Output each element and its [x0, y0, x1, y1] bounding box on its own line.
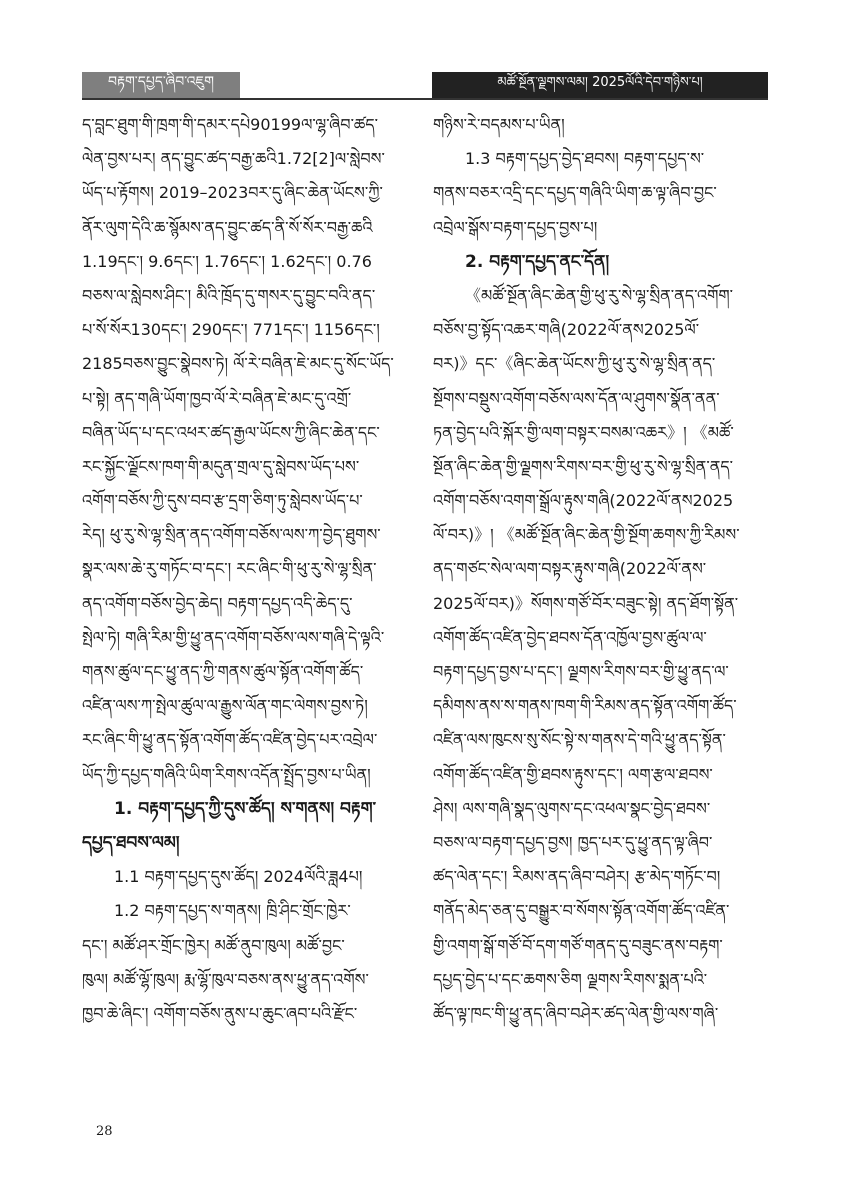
text-line: འཛིན་ལས་ཁུངས་སུ་སོང་སྟེ་ས་གནས་དེ་གའི་ཕྱུ་ནད་སྟོན་: [433, 730, 726, 750]
text-line: དང་། མཚོ་ཤར་གྲོང་ཁྱེར། མཚོ་ནུབ་ཁུལ། མཚོ་བྱང་: [82, 935, 345, 955]
section-heading-line: དཔྱད་ཐབས་ལམ།: [82, 832, 180, 853]
text-line: རེད། ཕུ་རུ་སེ་ལྷ་སྲིན་ནད་འགོག་བཅོས་ལས་ཀ་བྱེད་ཐུགས་: [82, 525, 381, 545]
text-line: འགོག་ཚོད་འཛིན་གྱི་ཐབས་རྟུས་དང་། ལག་རྩལ་ཐབས་: [433, 764, 713, 784]
page-number: 28: [96, 1124, 113, 1139]
text-line: 1.3 བརྟག་དཔྱད་བྱེད་ཐབས། བརྟག་དཔྱད་ས་: [465, 149, 705, 169]
text-line: དམིགས་ནས་ས་གནས་ཁག་གི་རིམས་ནད་སྟོན་འགོག་ཚོད་: [433, 696, 737, 716]
text-line: ཁུལ། མཚོ་ལྷོ་ཁུལ། རྨ་ལྷོ་ཁུལ་བཅས་ནས་ཕྱུ་ནད་འགོས་: [82, 969, 369, 989]
text-line: 1.1 བརྟག་དཔྱད་དུས་ཚོད། 2024ལོའི་ཟླ4པ།: [114, 867, 363, 887]
text-line: པ་སོ་སོར130དང་། 290དང་། 771དང་། 1156དང་།: [82, 320, 380, 340]
text-line: འགོག་བཅོས་འགག་སྒྲོལ་རྟུས་གཞི(2022ལོ་ནས2025: [433, 491, 734, 511]
running-header-left: བརྟག་དཔྱད་ཞིབ་འཇུག: [82, 72, 240, 98]
text-line: གཉིས་རེ་བདམས་པ་ཡིན།: [433, 115, 565, 134]
text-line: འབྲེལ་སྒོས་བརྟག་དཔྱད་བྱས་པ།: [433, 217, 598, 237]
text-line: ཡོད་པ་རྟོགས། 2019–2023བར་དུ་ཞིང་ཆེན་ཡོངས་ཀྱི་: [82, 183, 383, 203]
right-column: [433, 108, 768, 1108]
text-line: གནས་ཚུལ་དང་ཕྱུ་ནད་ཀྱི་གནས་ཚུལ་སྟོན་འགོག་ཚོད་: [82, 662, 364, 681]
text-line: སྤེལ་ཏེ། གཞི་རིམ་གྱི་ཕྱུ་ནད་འགོག་བཅོས་ལས་གཞི་དེ་ལྟའི་: [82, 627, 385, 647]
text-line: 《མཚོ་སྔོན་ཞིང་ཆེན་གྱི་ཕུ་རུ་སེ་ལྷ་སྲིན་ནད་འགོག་: [465, 285, 733, 305]
text-line: ཤེས། ལས་གཞི་སྣད་ལུགས་དང་འཕལ་སྣང་བྱེད་ཐབས་: [433, 798, 711, 818]
left-column: [82, 108, 417, 1108]
text-line: ཚད་ལེན་དང་། རིམས་ནད་ཞིབ་བཤེར། རྩ་མེད་གཏོང་བ།: [433, 867, 721, 887]
header-rule: [82, 98, 768, 100]
text-line: འཛིན་ལས་ཀ་སྤེལ་ཚུལ་ལ་རྒྱུས་ལོན་གང་ལེགས་བྱས་ཏེ།: [82, 696, 368, 716]
text-line: དཔྱད་བྱེད་པ་དང་ཆགས་ཅིག ལྗགས་རིགས་སྨན་པའི་: [433, 969, 708, 989]
text-line: ཁྱབ་ཆེ་ཞིང་། འགོག་བཅོས་ནུས་པ་ཆུང་ཞབ་པའི་རྫོང་: [82, 1003, 358, 1023]
text-line: རང་ཞིང་གི་ཕྱུ་ནད་སྟོན་འགོག་ཚོད་འཛིན་བྱེད་པར་འབྲེལ་: [82, 730, 378, 750]
text-line: 1.2 བརྟག་དཔྱད་ས་གནས། ཁྲི་ཤིང་གྲོང་ཁྱེར་: [114, 901, 351, 921]
text-line: གནོད་མེད་ཅན་དུ་བསྒྱུར་བ་སོགས་སྟོན་འགོག་ཚོད་འཛིན་: [433, 901, 730, 921]
text-line: པ་སྟེ། ནད་གཞི་ཡོག་ཁྱབ་ལོ་རེ་བཞིན་ཇེ་མང་དུ་འགྲོ་: [82, 388, 352, 408]
text-line: ཏན་བྱེད་པའི་སྐོར་གྱི་ལག་བསྟར་བསམ་འཆར》། 《མཚོ་: [433, 422, 734, 442]
text-line: བར)》དང་《ཞིང་ཆེན་ཡོངས་ཀྱི་ཕུ་རུ་སེ་ལྷ་སྲིན་ནད་: [433, 354, 716, 374]
running-header-right: མཚོ་སྔོན་ལྗགས་ལམ། 2025ལོའི་དེབ་གཉིས་པ།: [432, 72, 768, 98]
text-line: 2185བཅས་བྱུང་སྣེབས་ཏེ། ལོ་རེ་བཞིན་ཇེ་མང་དུ་སོང་ཡོད་: [82, 354, 394, 374]
text-line: སྣར་ལས་ཆེ་རུ་གཏོང་བ་དང་། རང་ཞིང་གི་ཕུ་རུ་སེ་ལྷ་སྲིན་: [82, 559, 377, 579]
text-line: 1.19དང་། 9.6དང་། 1.76དང་། 1.62དང་། 0.76: [82, 251, 372, 271]
text-line: ལོ་བར)》། 《མཚོ་སྔོན་ཞིང་ཆེན་གྱི་སྔོག་ཆགས་ཀྱི་རིམས་: [433, 525, 740, 545]
text-line: བཅས་ལ་སླེབས་ཤིང་། མིའི་ཁྲོད་དུ་གསར་དུ་བྱུང་བའི་ནད་: [82, 285, 376, 305]
text-line: བཅས་ལ་བརྟག་དཔྱད་བྱས། ཁྱད་པར་དུ་ཕྱུ་ནད་ལྟ་ཞིབ་: [433, 832, 713, 852]
text-line: ནད་འགོག་བཅོས་བྱེད་ཆེད། བརྟག་དཔྱད་འདི་ཆེད་དུ་: [82, 593, 353, 613]
text-line: ནོར་ལུག་དེའི་ཆ་སྙོམས་ནད་བྱུང་ཚད་ནི་སོ་སོར་བརྒྱ་ཆའི: [82, 217, 373, 237]
text-line: འགོག་བཅོས་ཀྱི་དུས་བབ་རྩ་དྲག་ཅིག་ཏུ་སླེབས་ཡོད་པ་: [82, 491, 363, 511]
text-line: གྱི་འགག་སྒོ་གཙོ་བོ་དག་གཙོ་གནད་དུ་བཟུང་ནས་བརྟག་: [433, 935, 723, 955]
text-line: སྔོན་ཞིང་ཆེན་གྱི་ལྗགས་རིགས་བར་གྱི་ཕུ་རུ་སེ་ལྷ་སྲིན་ནད་: [433, 456, 734, 476]
text-line: སྔོགས་བསྡུས་འགོག་བཅོས་ལས་དོན་ལ་ཤུགས་སྣོན་ནན་: [433, 388, 720, 408]
section-heading-line: 1. བརྟག་དཔྱད་ཀྱི་དུས་ཚོད། ས་གནས། བརྟག་: [114, 798, 377, 819]
text-line: གནས་བཅར་འདྲི་དང་དཔྱད་གཞིའི་ཡིག་ཆ་ལྟ་ཞིབ་བྱང་: [433, 183, 717, 203]
text-line: 2025ལོ་བར)》སོགས་གཙོ་བོར་བཟུང་སྟེ། ནད་ཐོག་སྟོན་: [433, 593, 739, 613]
section-heading-line: 2. བརྟག་དཔྱད་ནང་དོན།: [465, 251, 610, 272]
text-line: བཅོས་བྱ་སྟོད་འཆར་གཞི(2022ལོ་ནས2025ལོ་: [433, 320, 700, 340]
text-line: ལེན་བྱས་པར། ནད་བྱུང་ཚད་བརྒྱ་ཆའི1.72[2]ལ་སླེབས་: [82, 149, 385, 169]
text-line: བཞིན་ཡོད་པ་དང་འཕར་ཚད་རྒྱལ་ཡོངས་ཀྱི་ཞིང་ཆེན་དང་: [82, 422, 380, 442]
text-line: འགོག་ཚོད་འཛིན་བྱེད་ཐབས་དོན་འཁྱོལ་བྱས་ཚུལ་ལ་: [433, 627, 707, 647]
text-line: བརྟག་དཔྱད་བྱས་པ་དང་། ལྗགས་རིགས་བར་གྱི་ཕྱུ་ནད་ལ་: [433, 662, 729, 681]
text-line: ད་བླང་ཐུག་གི་ཁྲག་གི་དམར་དཔེ90199ལ་ལྷ་ཞིབ་ཚད་: [82, 115, 378, 134]
text-line: ཚོད་ལྟ་ཁང་གི་ཕྱུ་ནད་ཞིབ་བཤེར་ཚད་ལེན་གྱི་ལས་གཞི་: [433, 1003, 719, 1023]
text-line: ནད་གཙང་སེལ་ལག་བསྟར་རྟུས་གཞི(2022ལོ་ནས་: [433, 559, 707, 579]
text-line: རང་སྐྱོང་ལྗོངས་ཁག་གི་མདུན་གྲལ་དུ་སླེབས་ཡོད་པས་: [82, 456, 360, 476]
text-line: ཡོད་ཀྱི་དཔྱད་གཞིའི་ཡིག་རིགས་འདོན་སྤྲོད་བྱས་པ་ཡིན།: [82, 764, 371, 784]
